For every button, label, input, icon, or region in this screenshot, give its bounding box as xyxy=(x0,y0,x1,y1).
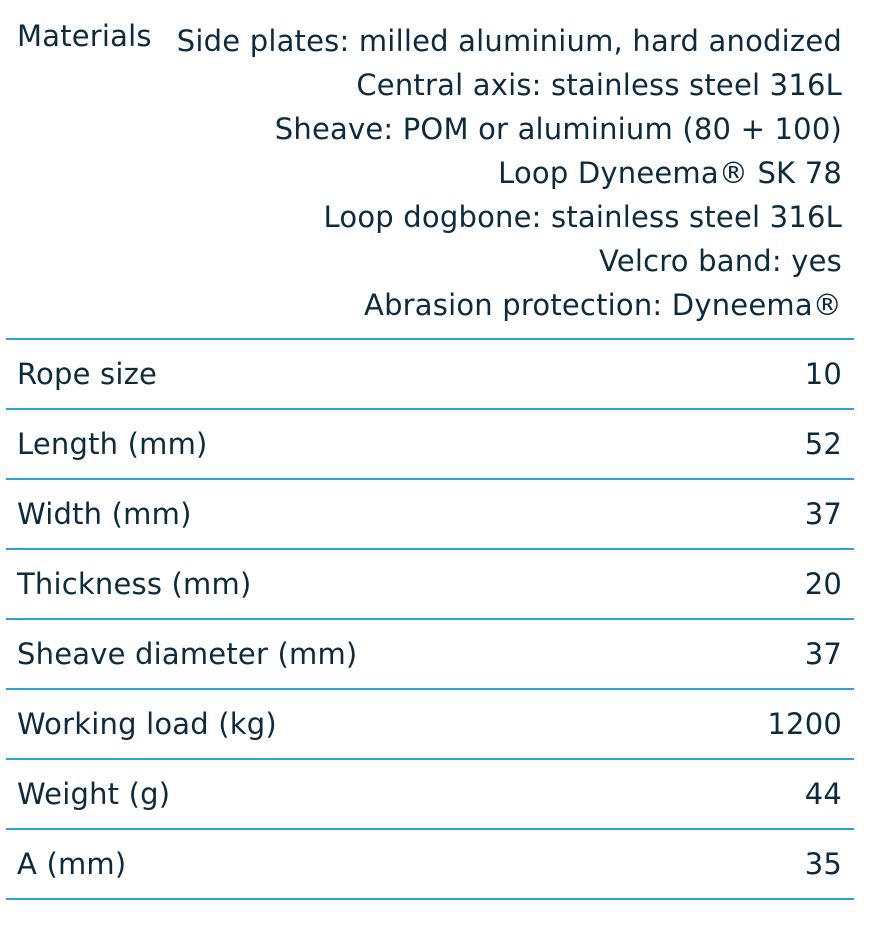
spec-label: Rope size xyxy=(17,357,158,391)
spec-row-sheave-diameter xyxy=(6,620,854,690)
spec-value: 20 xyxy=(804,567,842,601)
spec-value: 1200 xyxy=(767,707,842,741)
spec-label: Width (mm) xyxy=(17,497,192,531)
spec-table xyxy=(6,0,854,900)
spec-row-weight xyxy=(6,760,854,830)
materials-line: Loop Dyneema® SK 78 xyxy=(498,156,842,190)
spec-row-a xyxy=(6,830,854,900)
spec-label: Weight (g) xyxy=(17,777,171,811)
spec-row-length xyxy=(6,410,854,480)
spec-row-width xyxy=(6,480,854,550)
materials-line: Abrasion protection: Dyneema® xyxy=(364,288,842,322)
spec-label: A (mm) xyxy=(17,847,127,881)
spec-row-rope-size xyxy=(6,340,854,410)
spec-row-materials xyxy=(6,0,854,340)
spec-value: 37 xyxy=(804,497,842,531)
spec-label: Thickness (mm) xyxy=(17,567,252,601)
spec-value: 10 xyxy=(804,357,842,391)
spec-value: 44 xyxy=(804,777,842,811)
spec-value: 37 xyxy=(804,637,842,671)
spec-label: Sheave diameter (mm) xyxy=(17,637,358,671)
materials-line: Loop dogbone: stainless steel 316L xyxy=(323,200,842,234)
materials-line: Sheave: POM or aluminium (80 + 100) xyxy=(274,112,842,146)
spec-row-thickness xyxy=(6,550,854,620)
spec-label: Working load (kg) xyxy=(17,707,277,741)
spec-value: 52 xyxy=(804,427,842,461)
spec-label: Length (mm) xyxy=(17,427,208,461)
materials-line: Velcro band: yes xyxy=(599,244,842,278)
materials-line: Central axis: stainless steel 316L xyxy=(356,68,842,102)
spec-row-working-load xyxy=(6,690,854,760)
spec-value: 35 xyxy=(804,847,842,881)
spec-label: Materials xyxy=(17,19,152,53)
materials-line: Side plates: milled aluminium, hard anodized xyxy=(176,24,842,58)
materials-list xyxy=(177,19,842,327)
